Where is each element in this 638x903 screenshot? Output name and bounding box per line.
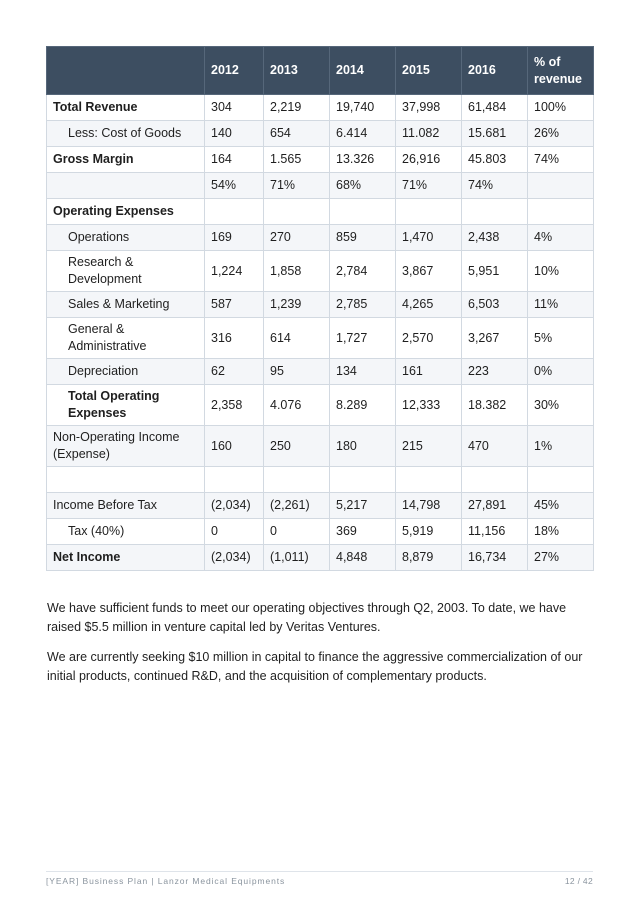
table-row <box>47 292 594 318</box>
table-cell: 270 <box>264 225 330 251</box>
row-label: Less: Cost of Goods <box>47 121 205 147</box>
row-label <box>47 173 205 199</box>
table-cell <box>396 199 462 225</box>
table-row <box>47 251 594 292</box>
table-cell: 18.382 <box>462 385 528 426</box>
table-cell <box>528 173 594 199</box>
table-cell: 27% <box>528 545 594 571</box>
table-cell <box>264 467 330 493</box>
table-cell: 1,224 <box>205 251 264 292</box>
table-cell: 140 <box>205 121 264 147</box>
table-row <box>47 467 594 493</box>
table-cell: 587 <box>205 292 264 318</box>
row-label: Research & Development <box>47 251 205 292</box>
table-cell: 859 <box>330 225 396 251</box>
table-cell: (2,034) <box>205 493 264 519</box>
table-cell <box>528 199 594 225</box>
table-cell: 18% <box>528 519 594 545</box>
table-cell: 95 <box>264 359 330 385</box>
table-cell: 369 <box>330 519 396 545</box>
table-cell: 37,998 <box>396 95 462 121</box>
table-cell: 1.565 <box>264 147 330 173</box>
funding-notes <box>47 599 597 697</box>
header-cell: 2013 <box>264 47 330 95</box>
table-row <box>47 147 594 173</box>
table-cell: 161 <box>396 359 462 385</box>
table-cell: 11.082 <box>396 121 462 147</box>
table-cell: (2,261) <box>264 493 330 519</box>
table-cell: 71% <box>396 173 462 199</box>
table-cell: 74% <box>462 173 528 199</box>
table-cell: 71% <box>264 173 330 199</box>
table-cell: 5,217 <box>330 493 396 519</box>
table-row <box>47 121 594 147</box>
table-cell: 160 <box>205 426 264 467</box>
table-cell <box>330 199 396 225</box>
row-label: Gross Margin <box>47 147 205 173</box>
table-cell <box>462 199 528 225</box>
table-row <box>47 493 594 519</box>
page-number: 12 / 42 <box>564 876 593 886</box>
header-cell <box>47 47 205 95</box>
table-cell: 11% <box>528 292 594 318</box>
table-row <box>47 318 594 359</box>
table-cell: 16,734 <box>462 545 528 571</box>
financial-table <box>46 46 594 571</box>
table-cell: 26% <box>528 121 594 147</box>
table-row <box>47 385 594 426</box>
table-cell: 169 <box>205 225 264 251</box>
table-cell: 10% <box>528 251 594 292</box>
table-cell: 180 <box>330 426 396 467</box>
table-cell: 1,470 <box>396 225 462 251</box>
table-cell <box>205 467 264 493</box>
table-cell: 74% <box>528 147 594 173</box>
table-cell <box>330 467 396 493</box>
table-cell: 30% <box>528 385 594 426</box>
table-cell: 61,484 <box>462 95 528 121</box>
table-row <box>47 173 594 199</box>
table-cell: 15.681 <box>462 121 528 147</box>
table-cell: 223 <box>462 359 528 385</box>
table-cell: 68% <box>330 173 396 199</box>
page-footer <box>46 876 593 886</box>
table-cell: 470 <box>462 426 528 467</box>
table-cell: 0 <box>264 519 330 545</box>
table-header-row <box>47 47 594 95</box>
header-cell: 2014 <box>330 47 396 95</box>
table-cell: 2,358 <box>205 385 264 426</box>
table-row <box>47 359 594 385</box>
table-cell: 215 <box>396 426 462 467</box>
table-row <box>47 426 594 467</box>
table-cell: 14,798 <box>396 493 462 519</box>
table-cell: 164 <box>205 147 264 173</box>
table-row <box>47 199 594 225</box>
table-cell: 250 <box>264 426 330 467</box>
table-cell: 45.803 <box>462 147 528 173</box>
table-cell: 19,740 <box>330 95 396 121</box>
table-cell: 100% <box>528 95 594 121</box>
header-cell: 2015 <box>396 47 462 95</box>
table-cell: 2,570 <box>396 318 462 359</box>
table-cell: 1,239 <box>264 292 330 318</box>
table-cell: 62 <box>205 359 264 385</box>
table-cell: 1,858 <box>264 251 330 292</box>
table-cell: 54% <box>205 173 264 199</box>
row-label: Depreciation <box>47 359 205 385</box>
table-cell: 5,919 <box>396 519 462 545</box>
table-cell: 45% <box>528 493 594 519</box>
table-cell: 26,916 <box>396 147 462 173</box>
row-label: Operating Expenses <box>47 199 205 225</box>
table-cell: 654 <box>264 121 330 147</box>
table-cell: 3,267 <box>462 318 528 359</box>
row-label: General & Administrative <box>47 318 205 359</box>
table-cell: 4,848 <box>330 545 396 571</box>
row-label <box>47 467 205 493</box>
row-label: Non-Operating Income (Expense) <box>47 426 205 467</box>
table-cell: 5,951 <box>462 251 528 292</box>
table-cell: 5% <box>528 318 594 359</box>
table-cell: 0 <box>205 519 264 545</box>
table-cell: 1% <box>528 426 594 467</box>
row-label: Operations <box>47 225 205 251</box>
table-cell <box>528 467 594 493</box>
table-cell: 316 <box>205 318 264 359</box>
table-cell <box>205 199 264 225</box>
table-cell: 4.076 <box>264 385 330 426</box>
table-cell: 2,219 <box>264 95 330 121</box>
table-cell: (2,034) <box>205 545 264 571</box>
table-row <box>47 225 594 251</box>
header-cell: % of revenue <box>528 47 594 95</box>
table-cell: 13.326 <box>330 147 396 173</box>
row-label: Sales & Marketing <box>47 292 205 318</box>
footer-divider <box>46 871 593 872</box>
table-cell: 6.414 <box>330 121 396 147</box>
table-cell <box>396 467 462 493</box>
footer-title: [YEAR] Business Plan | Lanzor Medical Equipments <box>46 876 286 886</box>
table-row <box>47 95 594 121</box>
table-cell: 8.289 <box>330 385 396 426</box>
row-label: Tax (40%) <box>47 519 205 545</box>
table-cell: 0% <box>528 359 594 385</box>
table-cell: 27,891 <box>462 493 528 519</box>
row-label: Total Operating Expenses <box>47 385 205 426</box>
table-cell <box>462 467 528 493</box>
table-cell: 2,785 <box>330 292 396 318</box>
row-label: Income Before Tax <box>47 493 205 519</box>
table-cell: (1,011) <box>264 545 330 571</box>
table-cell: 4% <box>528 225 594 251</box>
paragraph: We are currently seeking $10 million in capital to finance the aggressive commercialization of our initial products, continued R&D, and the acquisition of complementary products. <box>47 650 583 683</box>
header-cell: 2016 <box>462 47 528 95</box>
paragraph: We have sufficient funds to meet our operating objectives through Q2, 2003. To date, we have raised $5.5 million in venture capital led by Veritas Ventures. <box>47 601 567 634</box>
table-cell: 11,156 <box>462 519 528 545</box>
table-cell: 134 <box>330 359 396 385</box>
table-row <box>47 519 594 545</box>
row-label: Net Income <box>47 545 205 571</box>
table-cell: 6,503 <box>462 292 528 318</box>
table-cell: 12,333 <box>396 385 462 426</box>
table-cell: 614 <box>264 318 330 359</box>
table-cell: 8,879 <box>396 545 462 571</box>
table-cell: 2,438 <box>462 225 528 251</box>
row-label: Total Revenue <box>47 95 205 121</box>
table-cell <box>264 199 330 225</box>
table-cell: 304 <box>205 95 264 121</box>
table-cell: 1,727 <box>330 318 396 359</box>
header-cell: 2012 <box>205 47 264 95</box>
table-row <box>47 545 594 571</box>
table-cell: 4,265 <box>396 292 462 318</box>
table-cell: 2,784 <box>330 251 396 292</box>
table-cell: 3,867 <box>396 251 462 292</box>
